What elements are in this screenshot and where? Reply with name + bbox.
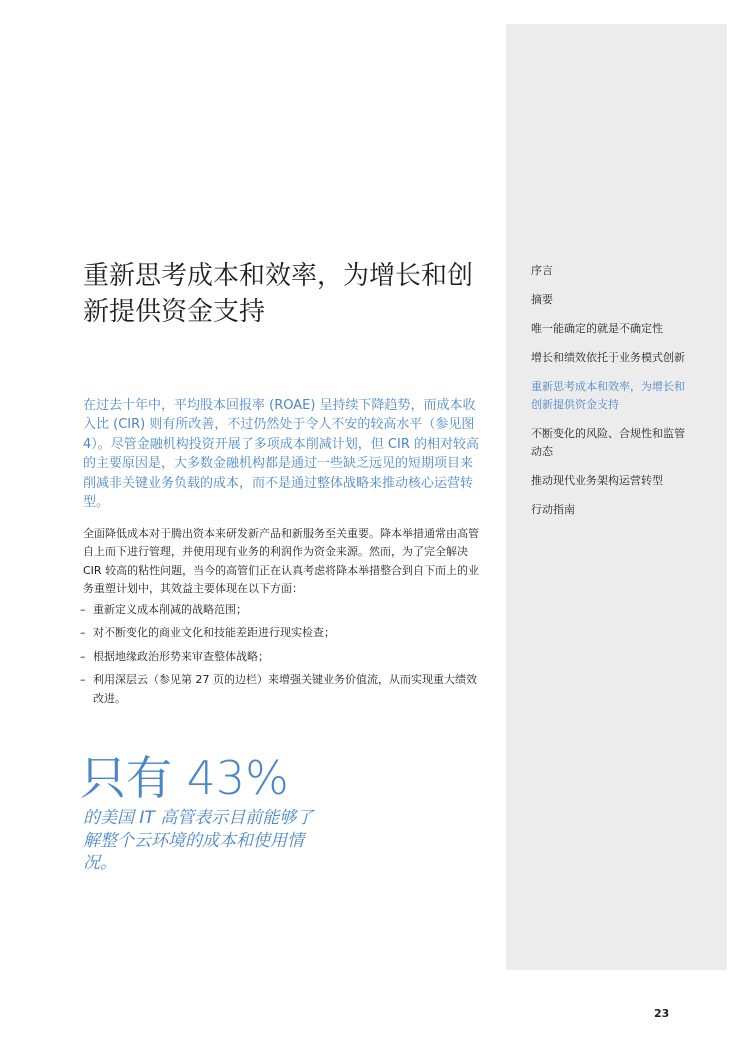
page-title: 重新思考成本和效率，为增长和创新提供资金支持 [83,261,474,327]
list-item [80,671,486,708]
dash-marker: – [80,649,86,663]
dash-marker: – [80,673,86,687]
toc-item-cost-efficiency[interactable]: 重新思考成本和效率，为增长和创新提供资金支持 [531,380,685,411]
page-number: 23 [654,1007,670,1020]
toc-item-summary[interactable]: 摘要 [531,293,553,306]
dash-marker: – [80,603,86,616]
list-item [80,601,486,619]
list-item-text: 根据地缘政治形势来审查整体战略； [93,649,269,663]
list-item-text: 重新定义成本削减的战略范围； [93,603,247,616]
toc-item-risk-compliance[interactable]: 不断变化的风险、合规性和监管动态 [531,427,685,458]
list-item [80,648,486,666]
stat-number: 只有 43% [80,751,289,805]
toc-item-action-guide[interactable]: 行动指南 [531,503,575,516]
table-of-contents [531,262,691,530]
intro-paragraph: 在过去十年中，平均股本回报率 (ROAE) 呈持续下降趋势，而成本收入比 (CIR) 则有所改善，不过仍然处于令人不安的较高水平（参见图 4）。尽管金融机构投资开展了多项成本削减计划，但 CIR 的相对较高的主要原因是，大多数金融机构都是通过一些缺乏远见的短期项目来削减非关键业务负载的成本，而不是通过整体战略来推动核心运营转型。 [83,398,479,511]
list-item-text: 利用深层云（参见第 27 页的边栏）来增强关键业务价值流，从而实现重大绩效改进。 [93,673,477,705]
stat-caption: 的美国 IT 高管表示目前能够了解整个云环境的成本和使用情况。 [83,808,314,873]
dash-marker: – [80,626,86,640]
list-item [80,624,486,642]
list-item-text: 对不断变化的商业文化和技能差距进行现实检查； [93,626,335,640]
toc-item-architecture[interactable]: 推动现代业务架构运营转型 [531,474,663,487]
toc-item-growth[interactable]: 增长和绩效依托于业务模式创新 [531,351,685,364]
body-paragraph: 全面降低成本对于腾出资本来研发新产品和新服务至关重要。降本举措通常由高管自上而下进行管理，并使用现有业务的利润作为资金来源。然而，为了完全解决 CIR 较高的粘性问题，当今的高管们正在认真考虑将降本举措整合到自下而上的业务重塑计划中，其效益主要体现在以下方面： [83,527,480,596]
toc-item-uncertainty[interactable]: 唯一能确定的就是不确定性 [531,322,663,335]
bullet-list [80,601,486,713]
toc-item-preface[interactable]: 序言 [531,264,553,277]
